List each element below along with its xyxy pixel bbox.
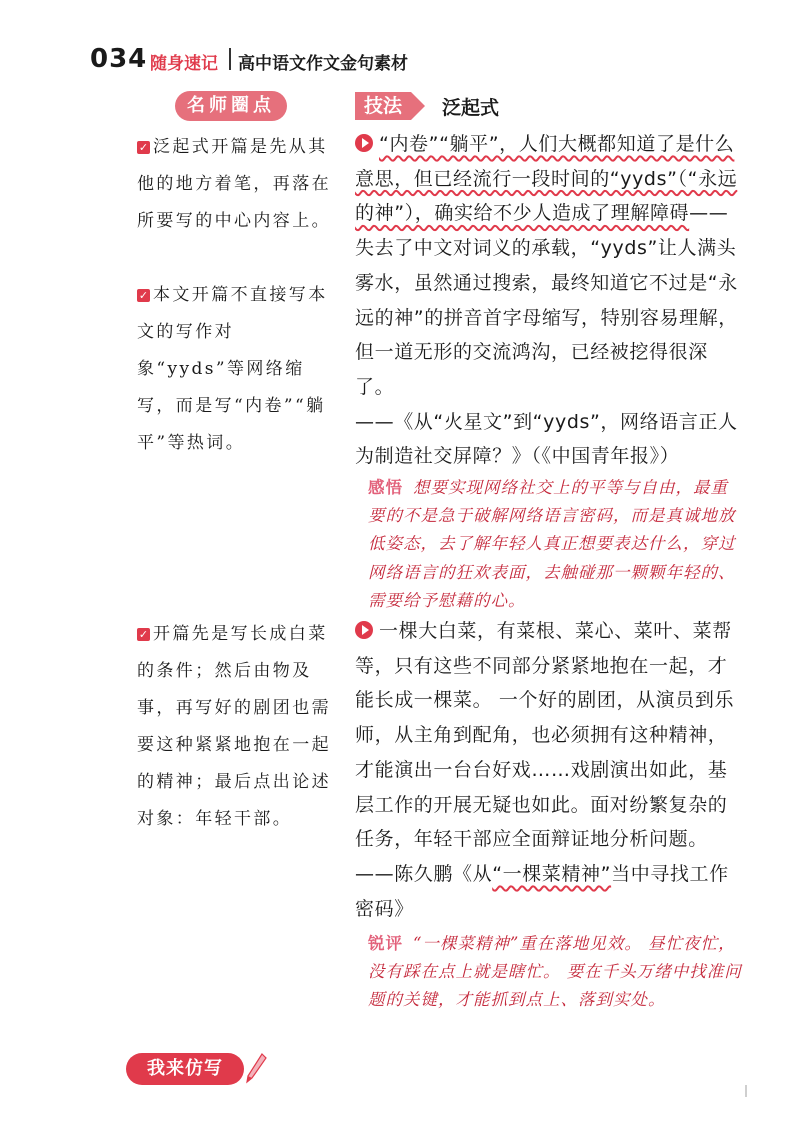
insight-text: 想要实现网络社交上的平等与自由，最重要的不是急于破解网络语言密码，而是真诚地放低姿态，去了解年轻人真正想要表达什么，穿过网络语言的狂欢表面，去触碰那一颗颗年轻的、需要给予慰藉的心。	[368, 478, 736, 610]
checkbox-icon: ✓	[138, 289, 149, 302]
example-passage-2	[355, 614, 743, 926]
passage-1-source: ——《从“火星文”到“yyds”，网络语言正人为制造社交屏障？》（《中国青年报》）	[355, 410, 738, 468]
teacher-note-3-text: 开篇先是写长成白菜的条件；然后由物及事，再写好的剧团也需要这种紧紧地抱在一起的精神；最后点出论述对象：年轻干部。	[137, 624, 331, 829]
insight-comment	[368, 474, 744, 615]
passage-1-highlight: “内卷”“躺平”，人们大概都知道了是什么意思，但已经流行一段时间的“yyds”（“永远的神”），确实给不少人造成了理解障碍	[355, 133, 738, 225]
review-comment	[368, 930, 744, 1015]
technique-name: 泛起式	[442, 97, 500, 119]
passage-2-tail: 当中寻找工作密码》	[355, 862, 729, 920]
imitate-badge: 我来仿写	[126, 1053, 244, 1085]
example-passage-1	[355, 127, 743, 474]
pen-icon	[244, 1052, 268, 1088]
checkbox-icon: ✓	[138, 628, 149, 641]
passage-1-body: ——失去了中文对词义的承载，“yyds”让人满头雾水，虽然通过搜索，最终知道它不过是“永远的神”的拼音首字母缩写，特别容易理解，但一道无形的交流鸿沟，已经被挖得很深了。	[355, 202, 738, 398]
page-edge-mark	[745, 1085, 747, 1097]
checkbox-icon: ✓	[138, 141, 149, 154]
passage-2-highlight: “一棵菜精神”	[492, 862, 612, 885]
technique-badge: 技法	[355, 92, 411, 120]
book-title: 高中语文作文金句素材	[238, 54, 408, 74]
page-number: 034	[90, 44, 148, 74]
teacher-note-2	[137, 277, 337, 462]
teacher-note-2-text: 本文开篇不直接写本文的写作对象“yyds”等网络缩写，而是写“内卷”“躺平”等热词。	[137, 285, 328, 453]
play-icon	[355, 621, 373, 639]
play-icon	[355, 134, 373, 152]
technique-arrow-icon	[411, 92, 425, 120]
series-name: 随身速记	[150, 54, 218, 74]
review-label: 锐评	[368, 934, 403, 953]
teacher-notes-badge: 名师圈点	[175, 91, 287, 121]
insight-label: 感悟	[368, 478, 403, 497]
header-divider	[229, 48, 231, 70]
review-text: “一棵菜精神”重在落地见效。 昼忙夜忙，没有踩在点上就是瞎忙。 要在千头万绪中找准问题的关键，才能抓到点上、落到实处。	[368, 934, 742, 1010]
teacher-note-1	[137, 129, 337, 240]
teacher-note-3	[137, 616, 337, 838]
teacher-note-1-text: 泛起式开篇是先从其他的地方着笔，再落在所要写的中心内容上。	[137, 137, 331, 231]
passage-2-body: 一棵大白菜，有菜根、菜心、菜叶、菜帮等，只有这些不同部分紧紧地抱在一起，才能长成一棵菜。 一个好的剧团，从演员到乐师，从主角到配角，也必须拥有这种精神，才能演出一台台好戏……戏剧演出如此，基层工作的开展无疑也如此。面对纷繁复杂的任务，年轻干部应全面辩证地分析问题。 ——陈久鹏《从	[355, 620, 735, 885]
